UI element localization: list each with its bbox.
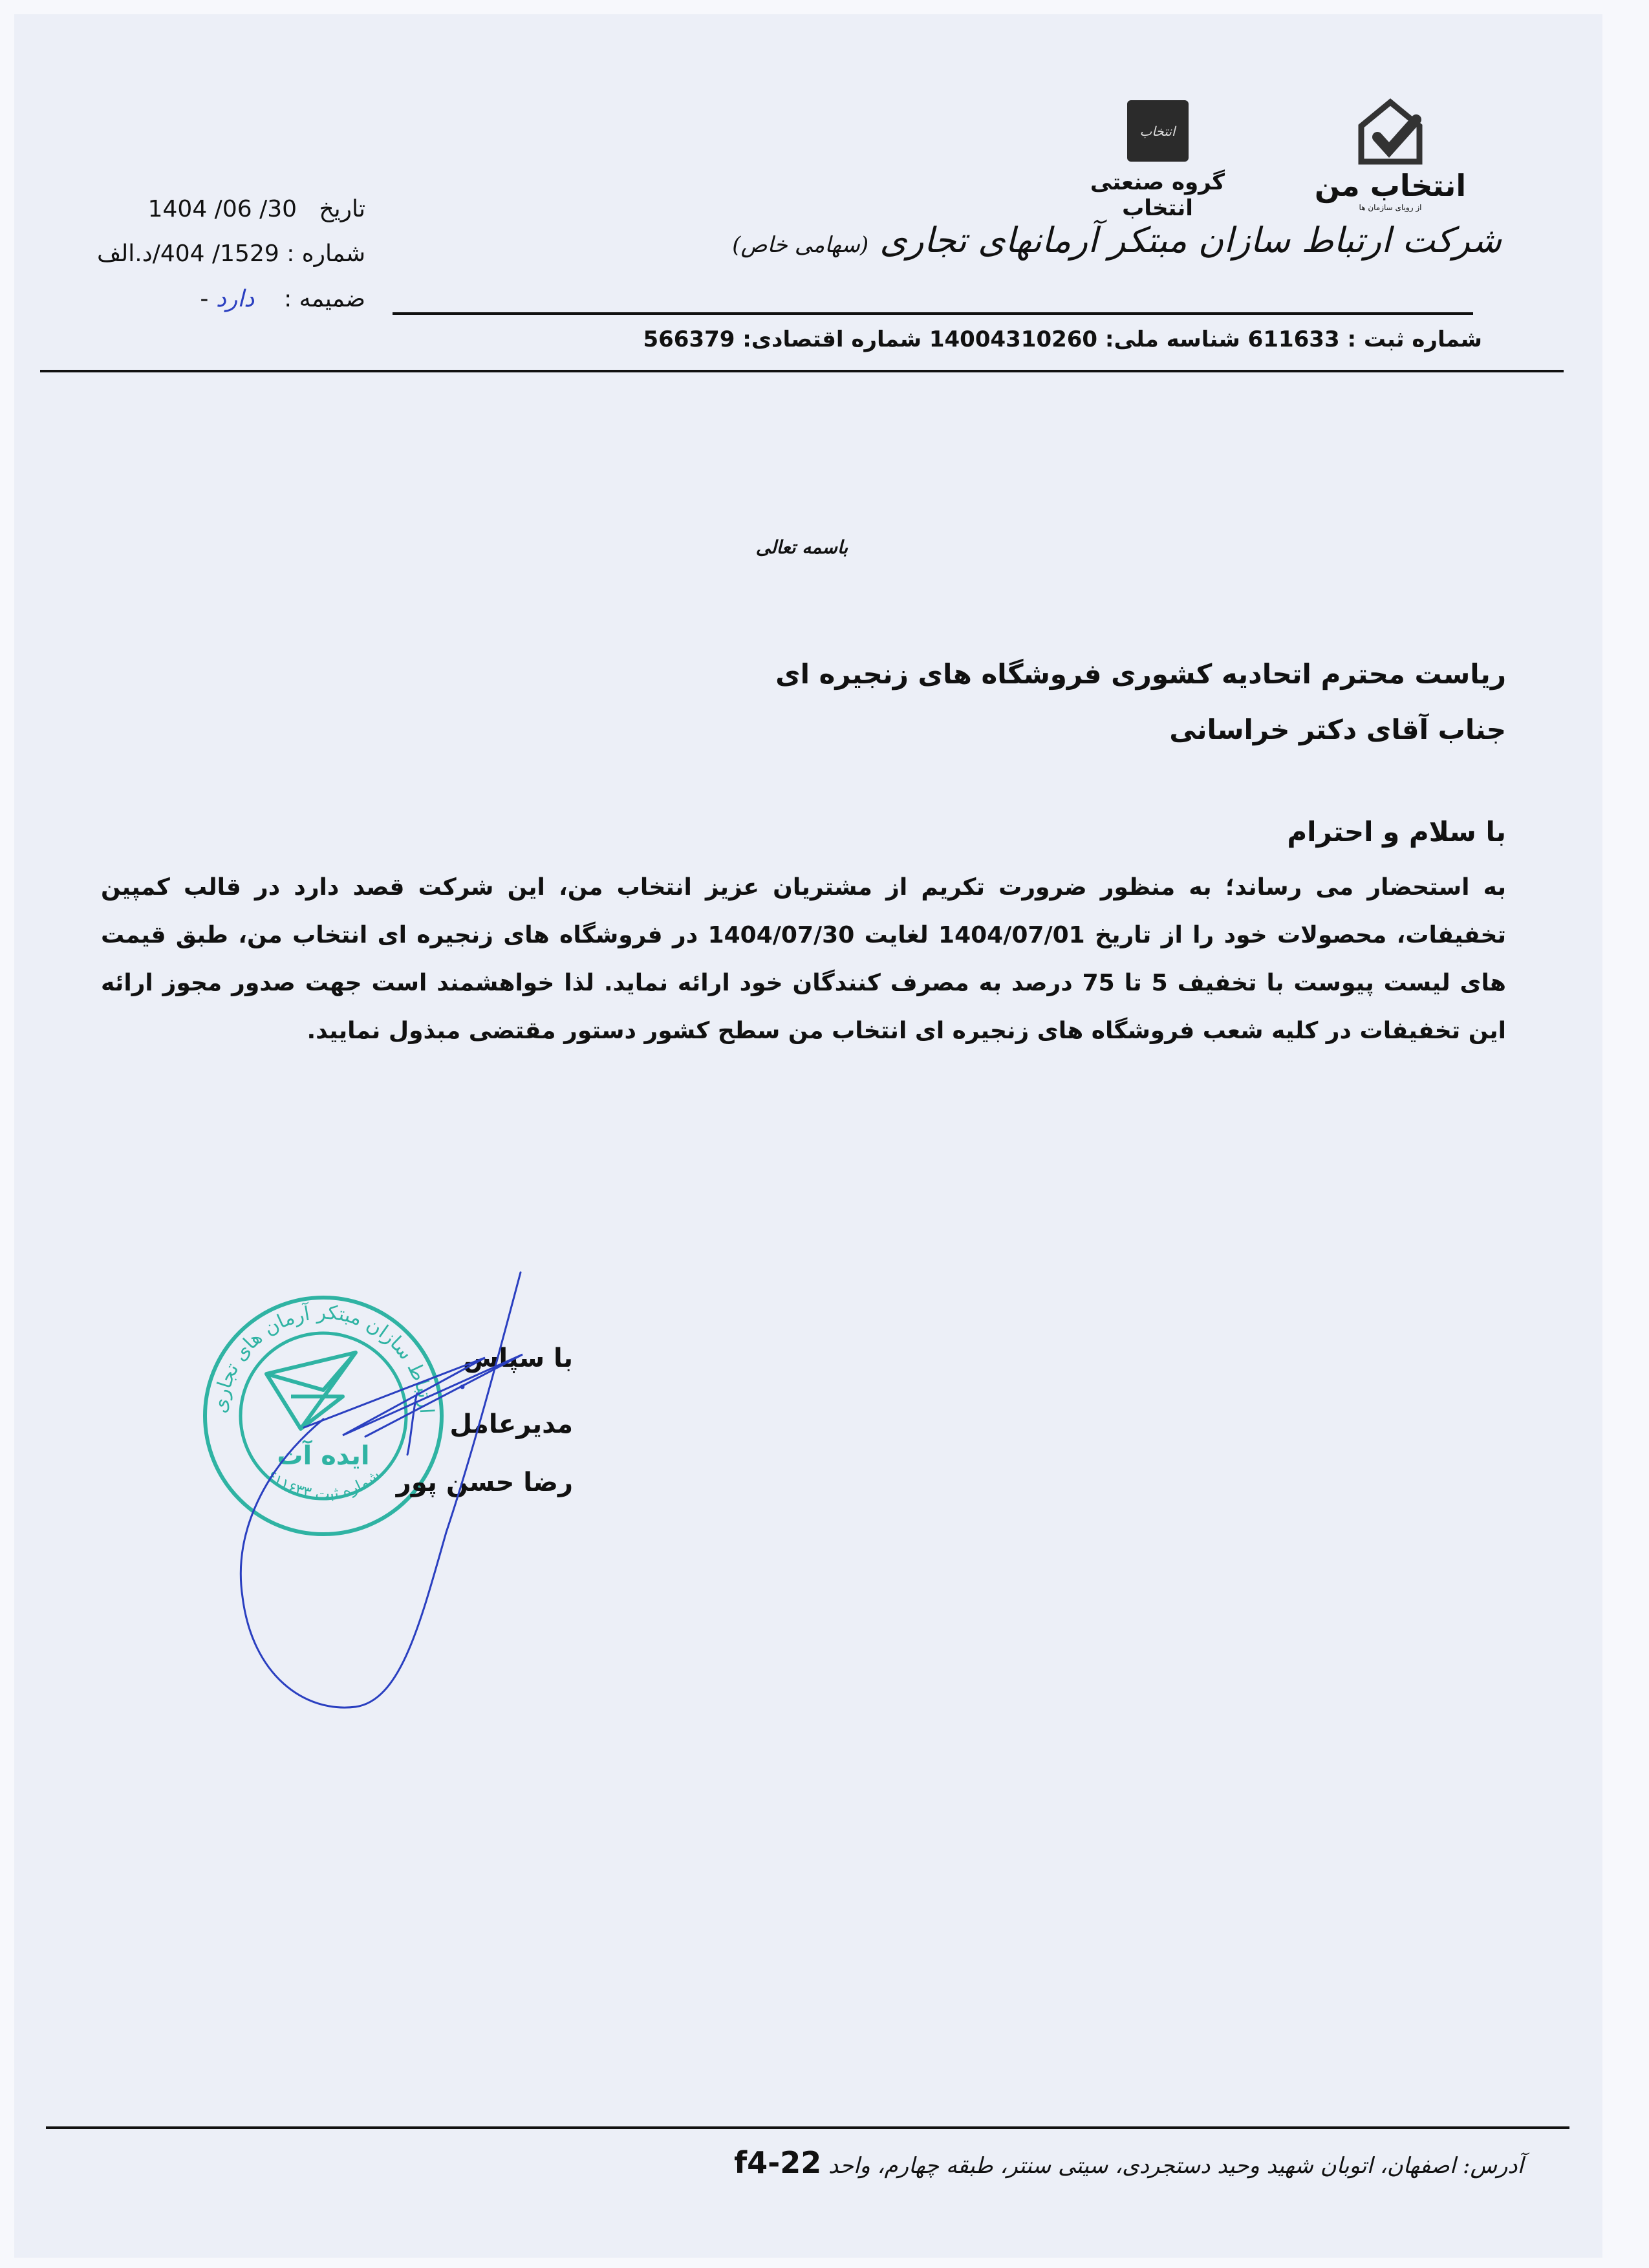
date-row [148,196,365,222]
stamp-registration: شماره ثبت ۶۱۱۶۳۳ [263,1466,384,1503]
handwritten-signature [194,1261,679,1746]
body-line: به مصرف کنندگان خود ارائه نماید. لذا خواهشمند است جهت صدور مجوز ارائه این تخفیفات در کلیه شعب فروشگاه های زنجیره ای انتخاب من [101,970,1506,1044]
address-text: آدرس: اصفهان، اتوبان شهید وحید دستجردی، سیتی سنتر، طبقه چهارم، واحد [828,2153,1524,2179]
footer-divider [46,2126,1569,2129]
recipient-line-2: جناب آقای دکتر خراسانی [1169,714,1506,745]
group-emblem [1127,100,1189,162]
logo-left-text: گروه صنعتی انتخاب [1090,169,1225,221]
unit-number: f4-22 [734,2145,822,2180]
header-divider-short [393,312,1473,315]
body-line: به استحضار می رساند؛ به منظور ضرورت تکریم از مشتریان عزیز انتخاب من، این شرکت قصد دارد در قالب کمپین تخفیفات، محصولات خود را از [101,874,1506,948]
date-label: تاریخ [319,196,365,222]
number-row [97,241,365,267]
stamp-emblem-text: ایده آت [277,1441,370,1471]
registration-line: شماره ثبت : 611633 شناسه ملی: 14004310260 شماره اقتصادی: 566379 [643,326,1482,352]
closing: با سپاس [463,1343,573,1373]
salutation: با سلام و احترام [1287,816,1506,848]
signer-name: رضا حسن پور [396,1468,573,1497]
footer-address [734,2145,1524,2180]
number-value: 1529/ 404/د.الف [97,241,279,267]
house-check-icon [1313,97,1468,168]
attachment-row [200,286,365,312]
attachment-dash: - [200,286,209,312]
body-paragraph [101,864,1506,1055]
attachment-label: ضمیمه : [284,286,365,312]
header-divider-full [40,370,1564,372]
logo-right-tagline: از رویای سازمان ها [1359,203,1422,212]
number-label: شماره : [286,241,365,267]
company-type: (سهامی خاص) [732,232,869,258]
attachment-value-handwritten: دارد [215,286,255,312]
entekhab-group-logo [1061,100,1255,221]
company-name [732,220,1502,261]
logo-right-text: انتخاب من [1314,168,1467,203]
signer-title: مدیرعامل [449,1409,573,1439]
body-line: تاریخ 1404/07/01 لغایت 1404/07/30 در فروشگاه های زنجیره ای انتخاب من، طبق قیمت های لیست پیوست با تخفیف 5 تا 75 درصد [101,922,1506,996]
company-name-text: شرکت ارتباط سازان مبتکر آرمانهای تجاری [879,220,1502,261]
body-line: سطح کشور دستور مقتضی مبذول نمایید. [307,1018,781,1044]
basmala: باسمه تعالی [755,537,848,558]
recipient-line-1: ریاست محترم اتحادیه کشوری فروشگاه های زنجیره ای [775,658,1506,690]
emblem-text: انتخاب [1139,123,1176,139]
date-value: 1404 /06 /30 [147,196,297,222]
stamp-ring-text: ارتباط سازان مبتکر آرمان های تجاری [208,1301,438,1415]
entekhab-man-logo [1313,97,1468,212]
